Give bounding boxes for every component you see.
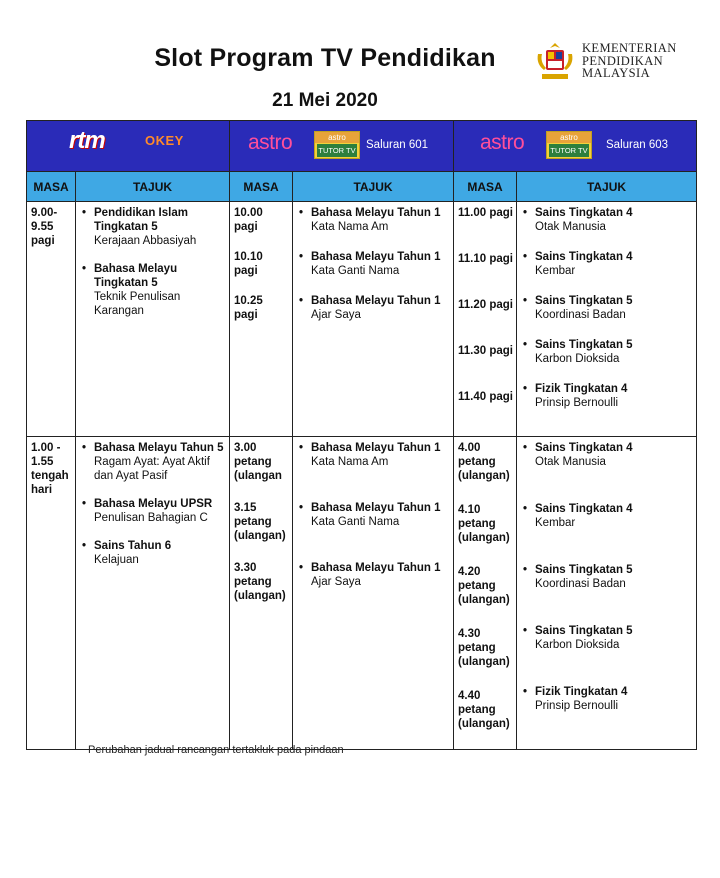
slot-time: 11.20 pagi [458,299,513,311]
list-item [80,206,225,248]
programme-subject: • Sains Tingkatan 5 [535,625,633,637]
programme-subject: • Bahasa Melayu Tingkatan 5 [94,263,178,289]
programme-topic: Teknik Penulisan Karangan [94,291,181,317]
programme-topic: Prinsip Bernoulli [535,397,619,409]
slot-time: 3.00 petang (ulangan [234,442,282,482]
programme-subject: • Bahasa Melayu Tahun 5 [94,442,224,454]
slot-time: 4.30 petang (ulangan) [458,628,510,668]
list-item [521,294,692,324]
astro601-programmes [293,437,454,750]
ministry-line-1: KEMENTERIAN [582,41,677,55]
astro603-programmes [517,202,697,437]
programme-topic: Kata Ganti Nama [311,516,400,528]
programme-subject: • Bahasa Melayu Tahun 1 [311,562,441,574]
list-item [521,563,692,610]
channel-label-601: Saluran 601 [366,139,429,151]
programme-topic: Kembar [535,265,576,277]
programme-subject: • Sains Tingkatan 4 [535,503,633,515]
astro-603-logo-cell [454,121,697,172]
list-item [521,685,692,725]
programme-subject: • Fizik Tingkatan 4 [535,383,628,395]
astro603-programmes [517,437,697,750]
page-title: Slot Program TV Pendidikan [154,44,496,72]
list-item [521,502,692,549]
list-item [80,539,225,567]
programme-topic: Otak Manusia [535,221,606,233]
badge-top-603: astro [547,132,591,143]
programme-subject: • Fizik Tingkatan 4 [535,686,628,698]
table-row [27,437,697,750]
page-date: 21 Mei 2020 [272,90,378,111]
slot-time: 4.40 petang (ulangan) [458,690,510,730]
programme-topic: Koordinasi Badan [535,309,626,321]
col-header-masa: MASA [27,172,76,202]
rtm-logo: rtm [69,127,105,154]
list-item [521,624,692,671]
list-item [297,250,449,280]
footnote: Perubahan jadual rancangan tertakluk pada pindaan [88,744,344,756]
astro601-times [230,437,293,750]
slot-time: 11.40 pagi [458,391,513,403]
table-row [27,202,697,437]
astro-logo-601: astro [248,131,293,154]
programme-subject: • Sains Tingkatan 4 [535,251,633,263]
astro601-times [230,202,293,437]
programme-subject: • Bahasa Melayu UPSR [94,498,213,510]
badge-bottom-603: TUTOR TV [550,146,588,155]
rtm-time: 1.00 - 1.55 tengah hari [27,437,76,750]
col-header-tajuk: TAJUK [293,172,454,202]
astro601-programmes [293,202,454,437]
list-item [297,294,449,324]
programme-topic: Karbon Dioksida [535,353,620,365]
astro603-times [454,437,517,750]
tutor-tv-badge-601 [314,131,360,159]
rtm-programmes [76,437,230,750]
programme-topic: Otak Manusia [535,456,606,468]
programme-subject: • Sains Tingkatan 4 [535,207,633,219]
astro-logo-603: astro [480,131,525,154]
ministry-line-3: MALAYSIA [582,66,651,80]
badge-bottom-601: TUTOR TV [318,146,356,155]
programme-topic: Prinsip Bernoulli [535,700,619,712]
ministry-logo [534,38,684,86]
programme-subject: • Bahasa Melayu Tahun 1 [311,295,441,307]
programme-topic: Penulisan Bahagian C [94,512,208,524]
slot-time: 11.10 pagi [458,253,513,265]
programme-subject: • Sains Tahun 6 [94,540,172,552]
slot-time: 3.30 petang (ulangan) [234,562,286,602]
list-item [297,441,449,487]
astro603-times [454,202,517,437]
list-item [521,441,692,488]
slot-time: 4.20 petang (ulangan) [458,566,510,606]
programme-subject: • Pendidikan Islam Tingkatan 5 [94,207,188,233]
programme-subject: • Bahasa Melayu Tahun 1 [311,502,441,514]
slot-time: 4.10 petang (ulangan) [458,504,510,544]
col-header-masa: MASA [230,172,293,202]
slot-time: 11.00 pagi [458,207,513,219]
slot-time: 4.00 petang (ulangan) [458,442,510,482]
programme-subject: • Sains Tingkatan 5 [535,295,633,307]
programme-topic: Kata Nama Am [311,221,389,233]
list-item [297,561,449,607]
programme-subject: • Sains Tingkatan 5 [535,339,633,351]
programme-topic: Ajar Saya [311,576,361,588]
badge-top-601: astro [315,132,359,143]
programme-topic: Ajar Saya [311,309,361,321]
list-item [521,250,692,280]
col-header-tajuk: TAJUK [517,172,697,202]
list-item [80,497,225,525]
programme-subject: • Bahasa Melayu Tahun 1 [311,207,441,219]
list-item [297,206,449,236]
list-item [521,206,692,236]
programme-topic: Kerajaan Abbasiyah [94,235,197,247]
tutor-tv-badge-603 [546,131,592,159]
programme-topic: Kembar [535,517,576,529]
programme-topic: Karbon Dioksida [535,639,620,651]
rtm-logo-cell [27,121,230,172]
ministry-line-2: PENDIDIKAN [582,53,664,68]
slot-time: 10.00 pagi [234,207,263,233]
list-item [80,441,225,483]
channel-label-603: Saluran 603 [606,139,669,151]
slot-time: 3.15 petang (ulangan) [234,502,286,542]
list-item [80,262,225,318]
col-header-masa: MASA [454,172,517,202]
programme-topic: Kelajuan [94,554,139,566]
programme-topic: Kata Ganti Nama [311,265,400,277]
col-header-tajuk: TAJUK [76,172,230,202]
programme-topic: Ragam Ayat: Ayat Aktif dan Ayat Pasif [94,456,210,482]
programme-topic: Kata Nama Am [311,456,389,468]
programme-subject: • Sains Tingkatan 4 [535,442,633,454]
crest-icon [534,40,576,84]
slot-time: 10.10 pagi [234,251,263,277]
slot-time: 11.30 pagi [458,345,513,357]
programme-topic: Koordinasi Badan [535,578,626,590]
rtm-time: 9.00- 9.55 pagi [27,202,76,437]
list-item [521,338,692,368]
programme-subject: • Sains Tingkatan 5 [535,564,633,576]
okey-logo: OKEY [145,133,184,148]
programme-subject: • Bahasa Melayu Tahun 1 [311,442,441,454]
list-item [297,501,449,547]
programme-subject: • Bahasa Melayu Tahun 1 [311,251,441,263]
list-item [521,382,692,412]
rtm-programmes [76,202,230,437]
slot-time: 10.25 pagi [234,295,263,321]
schedule-table [26,120,697,750]
astro-601-logo-cell [230,121,454,172]
